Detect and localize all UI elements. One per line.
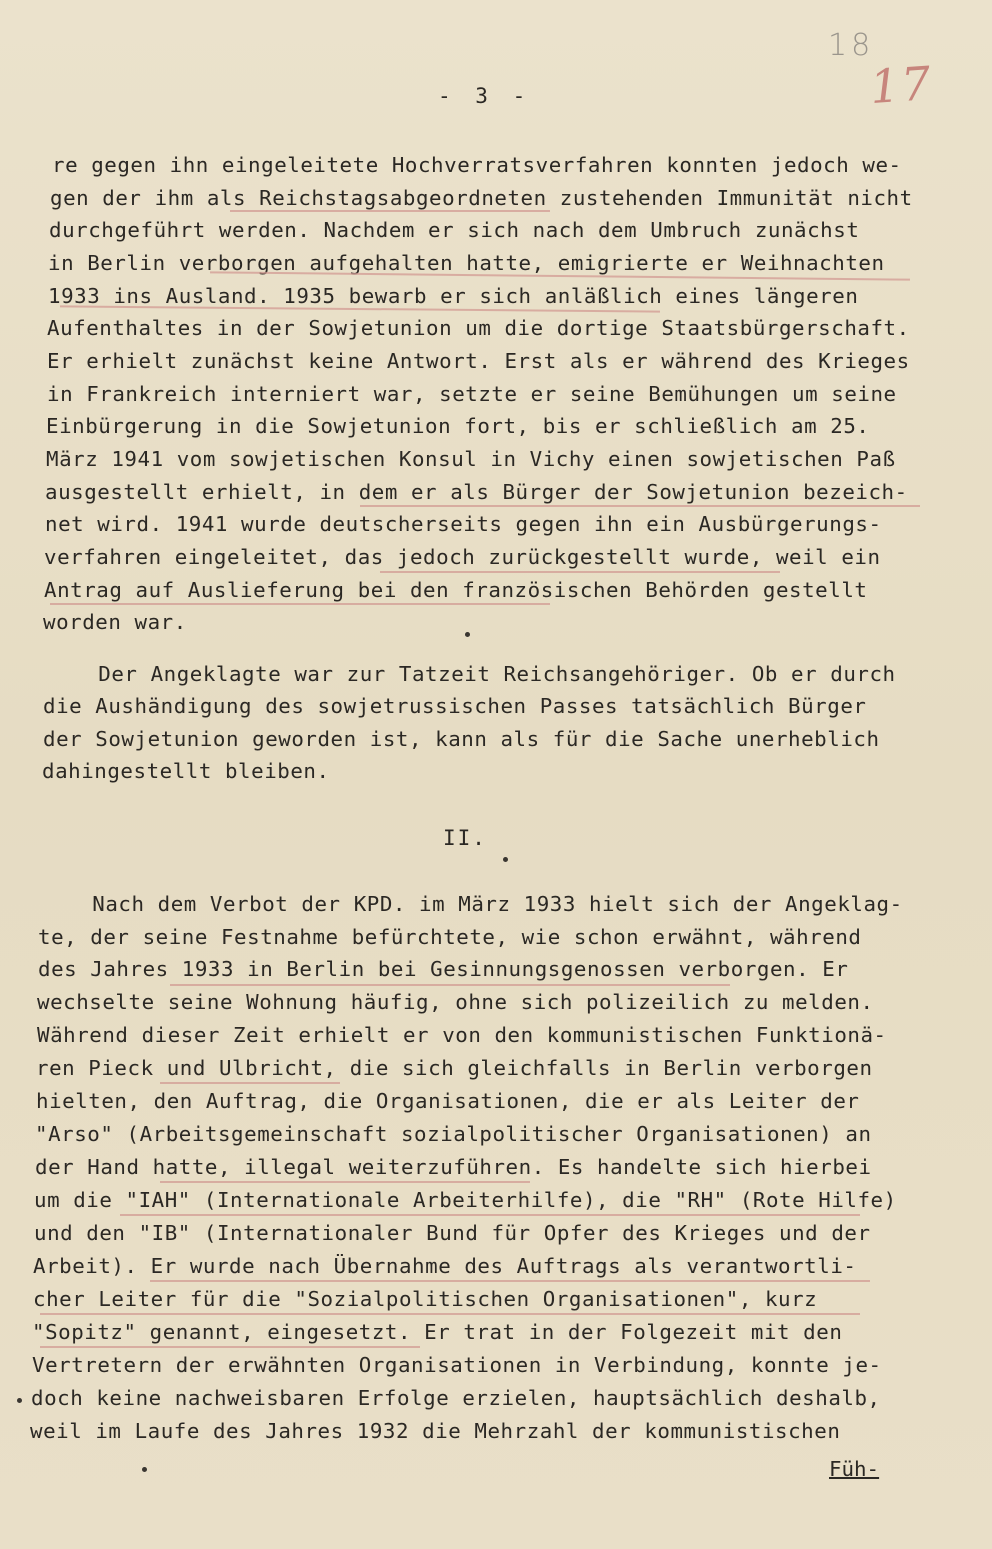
- page-number: - 3 -: [438, 84, 532, 108]
- text-line: wechselte seine Wohnung häufig, ohne sich polizeilich zu melden.: [37, 990, 874, 1014]
- text-line: re gegen ihn eingeleitete Hochverratsverfahren konnten jedoch we-: [52, 153, 902, 177]
- red-underline: [160, 1082, 340, 1084]
- text-line: der Sowjetunion geworden ist, kann als für die Sache unerheblich: [43, 727, 880, 751]
- ink-dot: [17, 1398, 22, 1403]
- red-underline: [380, 571, 780, 573]
- ink-dot: [142, 1467, 147, 1472]
- ink-dot: [503, 857, 508, 862]
- text-line: Der Angeklagte war zur Tatzeit Reichsangehöriger. Ob er durch: [46, 662, 896, 686]
- text-line: und den "IB" (Internationaler Bund für Opfer des Krieges und der: [34, 1221, 871, 1245]
- pencil-page-annotation: 18: [828, 28, 875, 63]
- red-underline: [40, 1313, 860, 1315]
- text-line: um die "IAH" (Internationale Arbeiterhilfe), die "RH" (Rote Hilfe): [34, 1188, 897, 1212]
- text-line: durchgeführt werden. Nachdem er sich nach dem Umbruch zunächst: [49, 218, 860, 242]
- text-line: 1933 ins Ausland. 1935 bewarb er sich anläßlich eines längeren: [48, 284, 859, 308]
- text-line: cher Leiter für die "Sozialpolitischen Organisationen", kurz: [33, 1287, 818, 1311]
- text-line: te, der seine Festnahme befürchtete, wie schon erwähnt, während: [38, 925, 862, 949]
- text-line: "Sopitz" genannt, eingesetzt. Er trat in der Folgezeit mit den: [32, 1320, 843, 1344]
- text-line: Aufenthaltes in der Sowjetunion um die dortige Staatsbürgerschaft.: [47, 316, 910, 340]
- text-line: des Jahres 1933 in Berlin bei Gesinnungsgenossen verborgen. Er: [38, 957, 849, 981]
- text-line: worden war.: [43, 610, 187, 634]
- text-line: in Berlin verborgen aufgehalten hatte, emigrierte er Weihnachten: [48, 251, 885, 275]
- text-line: Antrag auf Auslieferung bei den französischen Behörden gestellt: [44, 578, 868, 602]
- text-line: der Hand hatte, illegal weiterzuführen. Es handelte sich hierbei: [35, 1155, 872, 1179]
- text-line: dahingestellt bleiben.: [42, 759, 330, 783]
- text-line: "Arso" (Arbeitsgemeinschaft sozialpolitischer Organisationen) an: [35, 1122, 872, 1146]
- red-underline: [160, 1181, 530, 1183]
- text-line: weil im Laufe des Jahres 1932 die Mehrzahl der kommunistischen: [30, 1419, 841, 1443]
- section-heading: II.: [443, 826, 487, 850]
- text-line: ren Pieck und Ulbricht, die sich gleichfalls in Berlin verborgen: [36, 1056, 873, 1080]
- ink-dot: [465, 632, 470, 637]
- text-line: verfahren eingeleitet, das jedoch zurückgestellt wurde, weil ein: [44, 545, 881, 569]
- red-underline: [230, 210, 550, 212]
- red-underline: [50, 603, 550, 605]
- text-line: in Frankreich interniert war, setzte er seine Bemühungen um seine: [47, 382, 897, 406]
- red-underline: [40, 1346, 420, 1348]
- text-line: Er erhielt zunächst keine Antwort. Erst als er während des Krieges: [47, 349, 910, 373]
- text-line: März 1941 vom sowjetischen Konsul in Vichy einen sowjetischen Paß: [46, 447, 896, 471]
- red-page-annotation: 17: [868, 55, 935, 115]
- text-line: doch keine nachweisbaren Erfolge erzielen, hauptsächlich deshalb,: [31, 1386, 881, 1410]
- red-underline: [360, 505, 920, 507]
- text-line: net wird. 1941 wurde deutscherseits gegen ihn ein Ausbürgerungs-: [45, 512, 882, 536]
- red-underline: [120, 1214, 860, 1216]
- text-line: Während dieser Zeit erhielt er von den kommunistischen Funktionä-: [37, 1023, 887, 1047]
- text-line: Arbeit). Er wurde nach Übernahme des Auftrags als verantwortli-: [33, 1254, 857, 1278]
- text-line: die Aushändigung des sowjetrussischen Passes tatsächlich Bürger: [43, 694, 867, 718]
- text-line: hielten, den Auftrag, die Organisationen, die er als Leiter der: [36, 1089, 860, 1113]
- text-line: Nach dem Verbot der KPD. im März 1933 hielt sich der Angeklag-: [40, 892, 903, 916]
- red-underline: [170, 984, 730, 986]
- text-line: gen der ihm als Reichstagsabgeordneten zustehenden Immunität nicht: [50, 186, 913, 210]
- text-line: Vertretern der erwähnten Organisationen in Verbindung, konnte je-: [32, 1353, 882, 1377]
- text-line: Einbürgerung in die Sowjetunion fort, bis er schließlich am 25.: [46, 414, 870, 438]
- red-underline: [150, 1280, 870, 1282]
- text-line: ausgestellt erhielt, in dem er als Bürger der Sowjetunion bezeich-: [45, 480, 908, 504]
- catchword: Füh-: [829, 1457, 880, 1481]
